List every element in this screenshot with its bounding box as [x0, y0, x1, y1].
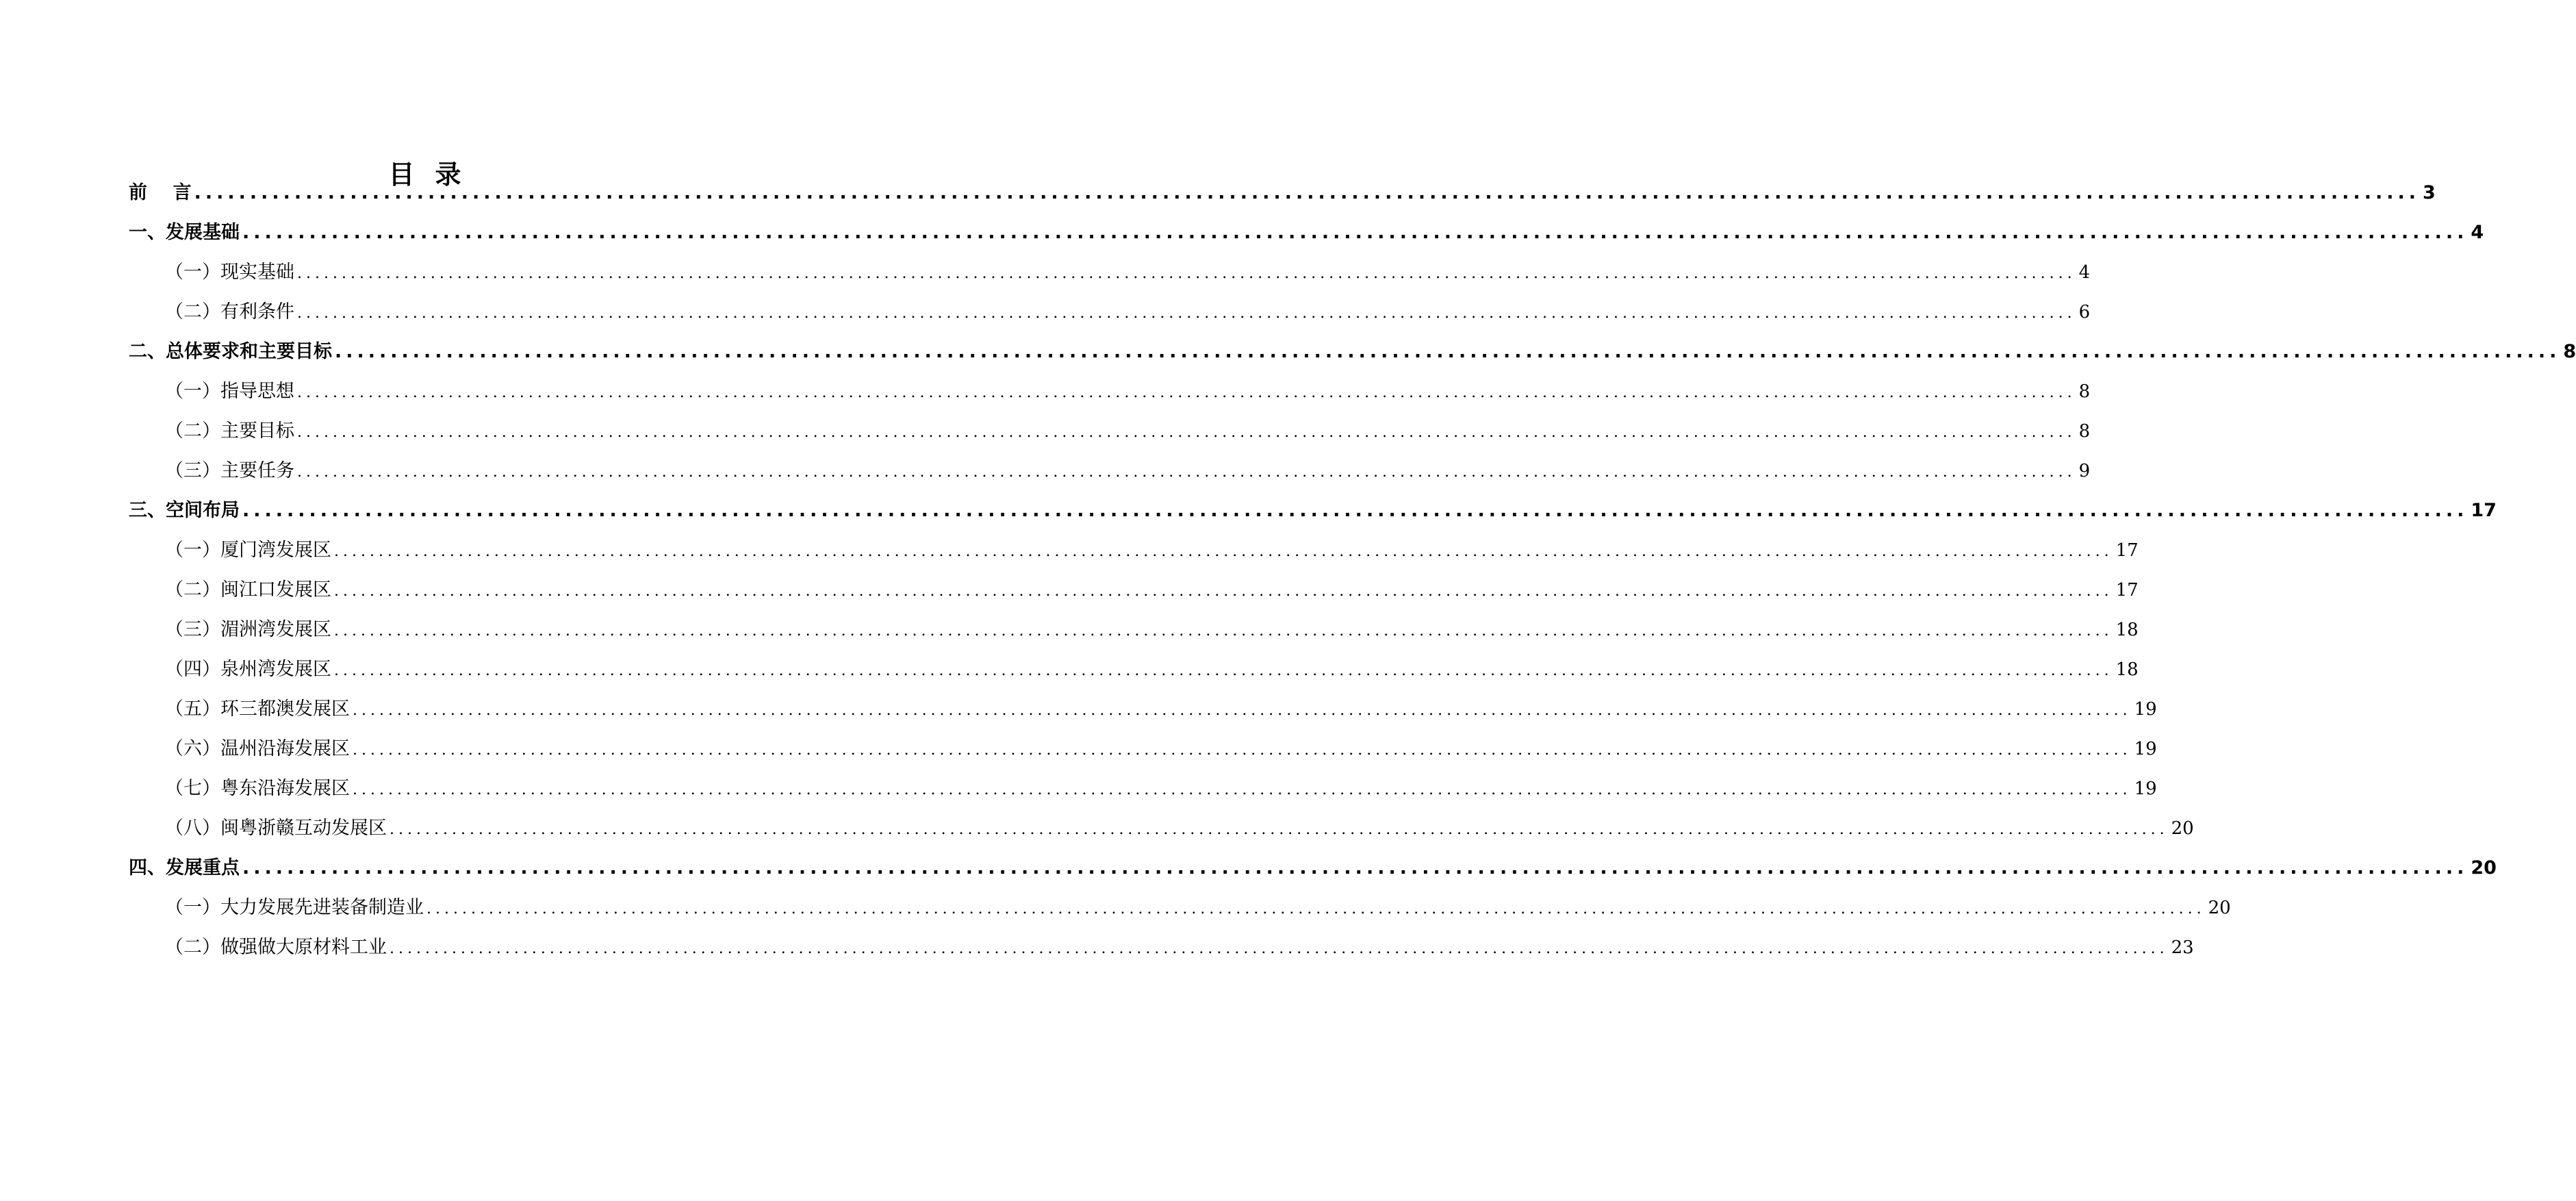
toc-entry-label: 一、发展基础 [129, 222, 240, 243]
toc-entry-label: （一）大力发展先进装备制造业 [165, 897, 424, 918]
dot-leader: ........................................................................................................................................................................................................ [297, 384, 2076, 401]
dot-leader: ........................................................................................................................................................................................................ [353, 702, 2132, 719]
toc-entry[interactable] [165, 656, 2139, 683]
toc-entry[interactable] [165, 457, 2091, 485]
toc-entry-page-number: 18 [2115, 620, 2139, 640]
dot-leader: ........................................................................................................................................................................................................ [334, 662, 2113, 679]
toc-entry-page-number: 6 [2078, 302, 2091, 323]
dot-leader: ........................................................................................................................................................................................................ [334, 543, 2113, 560]
toc-entry-label: （三）湄洲湾发展区 [165, 619, 331, 640]
toc-entry-page-number: 3 [2422, 182, 2436, 203]
toc-entry-page-number: 18 [2115, 659, 2139, 680]
toc-entry-label: 三、空间布局 [129, 500, 240, 521]
toc-entry-label: （三）主要任务 [165, 460, 294, 481]
toc-entry-label: 前 言 [129, 182, 192, 203]
toc-entry-page-number: 17 [2471, 500, 2497, 521]
dot-leader: ........................................................................................................................................................................................................ [426, 900, 2206, 918]
toc-entry-page-number: 20 [2208, 898, 2231, 918]
dot-leader: ........................................................................................................................................................................................................ [335, 341, 2561, 362]
toc-entry-page-number: 19 [2134, 779, 2157, 799]
toc-entry-label: 四、发展重点 [129, 857, 240, 878]
toc-entry-page-number: 19 [2134, 699, 2157, 720]
toc-entry-page-number: 20 [2471, 857, 2497, 878]
toc-entry[interactable] [129, 179, 2436, 207]
toc-entry-label: （一）厦门湾发展区 [165, 540, 331, 561]
toc-entry[interactable] [165, 815, 2194, 842]
dot-leader: ........................................................................................................................................................................................................ [194, 182, 2420, 203]
toc-entry-label: （二）闽江口发展区 [165, 579, 331, 600]
dot-leader: ........................................................................................................................................................................................................ [297, 305, 2076, 322]
toc-entry[interactable] [165, 418, 2091, 445]
toc-entry-page-number: 19 [2134, 739, 2157, 759]
toc-entry-page-number: 8 [2563, 341, 2576, 362]
toc-entry[interactable] [165, 735, 2157, 763]
toc-entry-label: （二）主要目标 [165, 420, 294, 442]
toc-entry-page-number: 4 [2078, 262, 2091, 283]
dot-leader: ........................................................................................................................................................................................................ [334, 622, 2113, 640]
toc-entry[interactable] [165, 259, 2091, 286]
toc-entry[interactable] [165, 299, 2091, 326]
toc-entry-label: （二）有利条件 [165, 301, 294, 323]
toc-entry-page-number: 4 [2471, 222, 2484, 243]
dot-leader: ........................................................................................................................................................................................................ [297, 464, 2076, 481]
toc-entry[interactable] [165, 537, 2139, 564]
toc-entry[interactable] [129, 338, 2576, 366]
toc-entry-label: （六）温州沿海发展区 [165, 738, 350, 759]
toc-entry-page-number: 8 [2078, 421, 2091, 442]
toc-entry-label: （一）现实基础 [165, 262, 294, 283]
toc-entry[interactable] [165, 577, 2139, 604]
toc-entry-label: （四）泉州湾发展区 [165, 659, 331, 680]
toc-entry[interactable] [129, 497, 2497, 524]
dot-leader: ........................................................................................................................................................................................................ [242, 500, 2469, 521]
dot-leader: ........................................................................................................................................................................................................ [353, 781, 2132, 798]
toc-entry[interactable] [129, 855, 2497, 882]
toc-entry-label: 二、总体要求和主要目标 [129, 341, 332, 362]
toc-entry-label: （一）指导思想 [165, 381, 294, 402]
dot-leader: ........................................................................................................................................................................................................ [242, 222, 2469, 243]
toc-entry-page-number: 17 [2115, 540, 2139, 561]
toc-entry-page-number: 20 [2171, 818, 2194, 839]
dot-leader: ........................................................................................................................................................................................................ [334, 583, 2113, 600]
dot-leader: ........................................................................................................................................................................................................ [297, 424, 2076, 441]
toc-entry[interactable] [129, 219, 2484, 246]
toc-entry-label: （八）闽粤浙赣互动发展区 [165, 818, 387, 839]
toc-entry-label: （七）粤东沿海发展区 [165, 778, 350, 799]
dot-leader: ........................................................................................................................................................................................................ [242, 857, 2469, 878]
toc-entry-page-number: 8 [2078, 381, 2091, 402]
toc-entry[interactable] [165, 894, 2231, 922]
toc-entry-page-number: 9 [2078, 461, 2091, 481]
toc-entry-label: （五）环三都澳发展区 [165, 698, 350, 720]
toc-entry-page-number: 17 [2115, 580, 2139, 600]
toc-entry-label: （二）做强做大原材料工业 [165, 937, 387, 958]
dot-leader: ........................................................................................................................................................................................................ [353, 742, 2132, 759]
toc-entry[interactable] [165, 616, 2139, 644]
dot-leader: ........................................................................................................................................................................................................ [390, 821, 2169, 838]
page-title: 目录 [388, 160, 482, 190]
toc-entry-page-number: 23 [2171, 937, 2194, 958]
toc-entry[interactable] [165, 775, 2157, 802]
toc-entry[interactable] [165, 934, 2194, 961]
toc-entry[interactable] [165, 696, 2157, 723]
toc-entry[interactable] [165, 378, 2091, 405]
dot-leader: ........................................................................................................................................................................................................ [390, 940, 2169, 957]
dot-leader: ........................................................................................................................................................................................................ [297, 265, 2076, 282]
